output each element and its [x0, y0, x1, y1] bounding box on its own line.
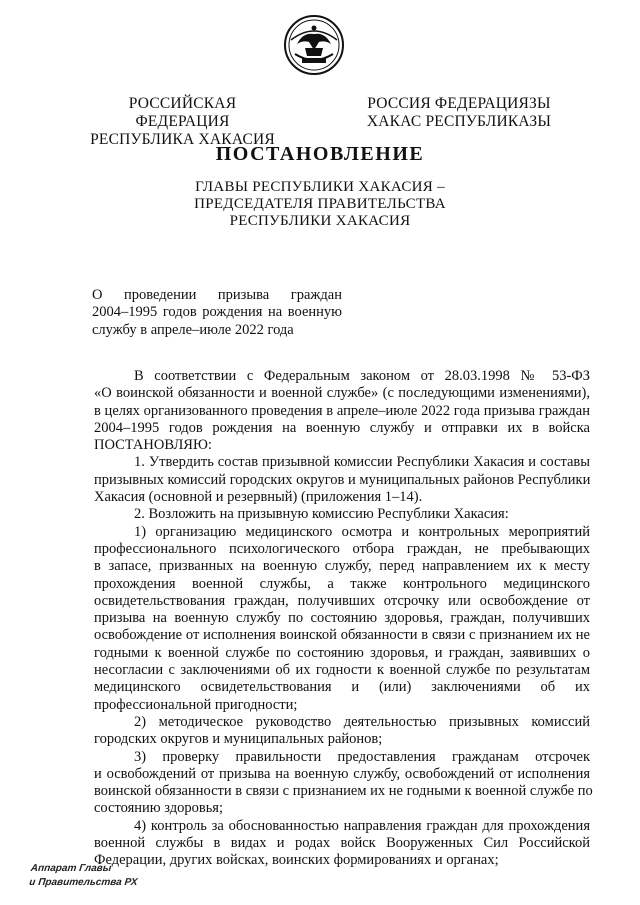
body-line: 4) контроль за обоснованностью направления граждан для прохождения — [134, 817, 590, 834]
body-line: состоянию здоровья; — [94, 800, 223, 817]
header-left-line-2: РЕСПУБЛИКА ХАКАСИЯ — [90, 131, 275, 148]
body-line: медицинского освидетельствования и (или) заключениями об их — [94, 679, 590, 696]
document-body — [94, 368, 593, 870]
header-right — [354, 95, 564, 131]
body-line: 1. Утвердить состав призывной комиссии Республики Хакасия и составы — [134, 454, 590, 471]
body-line: профессионального психологического отбора граждан, не пребывающих — [94, 540, 590, 557]
body-line: и освобождений от призыва на военную службу, освобождений от исполнения — [94, 765, 590, 782]
body-line: призыва на военную службу по состоянию здоровья, граждан, получивших — [94, 610, 590, 627]
header-right-line-2: ХАКАС РЕСПУБЛИКАЗЫ — [366, 113, 552, 130]
subject-line-1: О проведении призыва граждан — [92, 287, 342, 303]
body-line: Хакасия (основной и резервный) (приложения 1–14). — [94, 489, 423, 506]
header-right-line-1: РОССИЯ ФЕДЕРАЦИЯЗЫ — [367, 95, 551, 112]
body-line: 2) методическое руководство деятельностью призывных комиссий — [134, 713, 590, 730]
body-line: 3) проверку правильности предоставления гражданам отсрочек — [134, 748, 590, 765]
body-line: 1) организацию медицинского осмотра и контрольных мероприятий — [134, 523, 590, 540]
body-line: 2004–1995 годов рождения на военную службу и отправки их в войска — [94, 419, 590, 436]
header-left-line-1: РОССИЙСКАЯ ФЕДЕРАЦИЯ — [128, 95, 237, 130]
body-line: в запасе, призванных на военную службу, перед направлением их к месту — [94, 558, 590, 575]
body-line: ПОСТАНОВЛЯЮ: — [94, 437, 212, 454]
footer-stamp — [29, 862, 152, 890]
body-line: несогласии с заключениями об их годности к военной службе по результатам — [94, 662, 590, 679]
body-line: В соответствии с Федеральным законом от 28.03.1998 № 53-ФЗ — [134, 368, 590, 384]
issuer-block — [160, 179, 480, 230]
issuer-line-3: РЕСПУБЛИКИ ХАКАСИЯ — [229, 213, 411, 229]
document-type-title: ПОСТАНОВЛЕНИЕ — [215, 143, 425, 165]
body-line: призывных комиссий городских округов и муниципальных районов Республики — [94, 471, 591, 488]
body-line: годными к военной службе по состоянию здоровья, и граждан, заявивших о — [94, 644, 590, 661]
body-line: «О воинской обязанности и военной службе» (с последующими изменениями), — [94, 385, 590, 402]
body-line: 2. Возложить на призывную комиссию Республики Хакасия: — [134, 506, 509, 523]
header-left — [80, 95, 285, 149]
coat-of-arms-icon — [283, 14, 345, 76]
body-line: воинской обязанности в связи с признанием их не годными к военной службе по — [94, 783, 593, 800]
footer-stamp-line-1: Аппарат Главы — [30, 863, 112, 874]
issuer-line-1: ГЛАВЫ РЕСПУБЛИКИ ХАКАСИЯ – — [195, 179, 445, 195]
subject-block — [92, 286, 342, 338]
footer-stamp-line-2: и Правительства РХ — [28, 877, 139, 888]
body-line: прохождения военной службы, а также контрольного медицинского — [94, 575, 590, 592]
body-line: в целях организованного проведения в апреле–июле 2022 года призыва граждан — [94, 402, 590, 419]
body-line: военной службы в видах и родах войск Вооруженных Сил Российской — [94, 835, 590, 852]
body-line: Федерации, других войсках, воинских формированиях и органах; — [94, 852, 499, 869]
subject-line-2: 2004–1995 годов рождения на военную — [92, 304, 342, 321]
issuer-line-2: ПРЕДСЕДАТЕЛЯ ПРАВИТЕЛЬСТВА — [194, 196, 446, 212]
body-line: освидетельствования граждан, получивших отсрочку или освобождение от — [94, 592, 590, 609]
body-line: городских округов и муниципальных районов; — [94, 731, 383, 748]
body-line: профессиональной пригодности; — [94, 696, 298, 713]
subject-line-3: службу в апреле–июле 2022 года — [92, 321, 294, 338]
body-line: освобождение от исполнения воинской обязанности в связи с признанием их не — [94, 627, 590, 644]
